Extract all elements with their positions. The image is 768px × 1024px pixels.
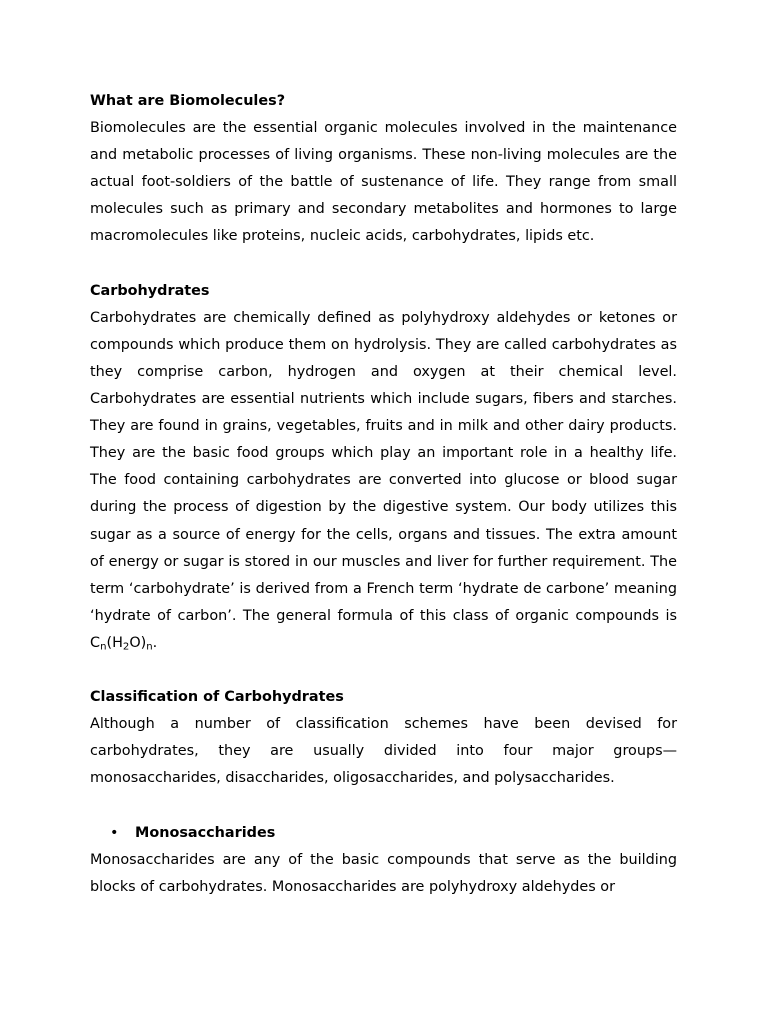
formula-subscript-n: n	[146, 641, 153, 653]
paragraph-gap	[90, 792, 677, 819]
paragraph-carbohydrates-text: Carbohydrates are chemically defined as polyhydroxy aldehydes or ketones or compounds which produce them on hydrolysis. They are called carbohydrates as they comprise carbon, hydrogen and oxygen at their chemical level. Carbohydrates are essential nutrients which include sugars, fibers and starches. They are found in grains, vegetables, fruits and in milk and other dairy products. They are the basic food groups which play an important role in a healthy life. The food containing carbohydrates are converted into glucose or blood sugar during the process of digestion by the digestive system. Our body utilizes this sugar as a source of energy for the cells, organs and tissues. The extra amount of energy or sugar is stored in our muscles and liver for further requirement. The term ‘carbohydrate’ is derived from a French term ‘hydrate de carbone’ meaning ‘hydrate of carbon’. The general formula of this class of organic compounds is C	[90, 309, 677, 651]
formula-subscript-2: 2	[122, 641, 130, 653]
heading-monosaccharides: Monosaccharides	[135, 824, 276, 841]
paragraph-biomolecules: Biomolecules are the essential organic molecules involved in the maintenance and metabolic processes of living organisms. These non-living molecules are the actual foot-soldiers of the battle of sustenance of life. They range from small molecules such as primary and secondary metabolites and hormones to large macromolecules like proteins, nucleic acids, carbohydrates, lipids etc.	[90, 120, 677, 245]
heading-biomolecules: What are Biomolecules?	[90, 93, 286, 109]
paragraph-classification: Although a number of classification schemes have been devised for carbohydrates, they are usually divided into four major groups—monosaccharides, disaccharides, oligosaccharides, and polysaccharides.	[90, 716, 677, 787]
formula-part: (H	[106, 634, 123, 651]
paragraph-monosaccharides: Monosaccharides are any of the basic compounds that serve as the building blocks of carbohydrates. Monosaccharides are polyhydroxy aldehydes or	[90, 851, 677, 895]
document-page	[90, 88, 677, 901]
formula-part: O)	[129, 634, 147, 651]
heading-classification: Classification of Carbohydrates	[90, 689, 344, 706]
heading-carbohydrates: Carbohydrates	[90, 282, 210, 299]
paragraph-gap	[90, 251, 677, 278]
bullet-icon: •	[110, 824, 119, 841]
formula-end: .	[152, 634, 158, 651]
bullet-item-monosaccharides	[90, 820, 677, 847]
paragraph-carbohydrates	[90, 305, 677, 657]
formula-subscript-n: n	[100, 641, 107, 653]
paragraph-gap	[90, 657, 677, 684]
